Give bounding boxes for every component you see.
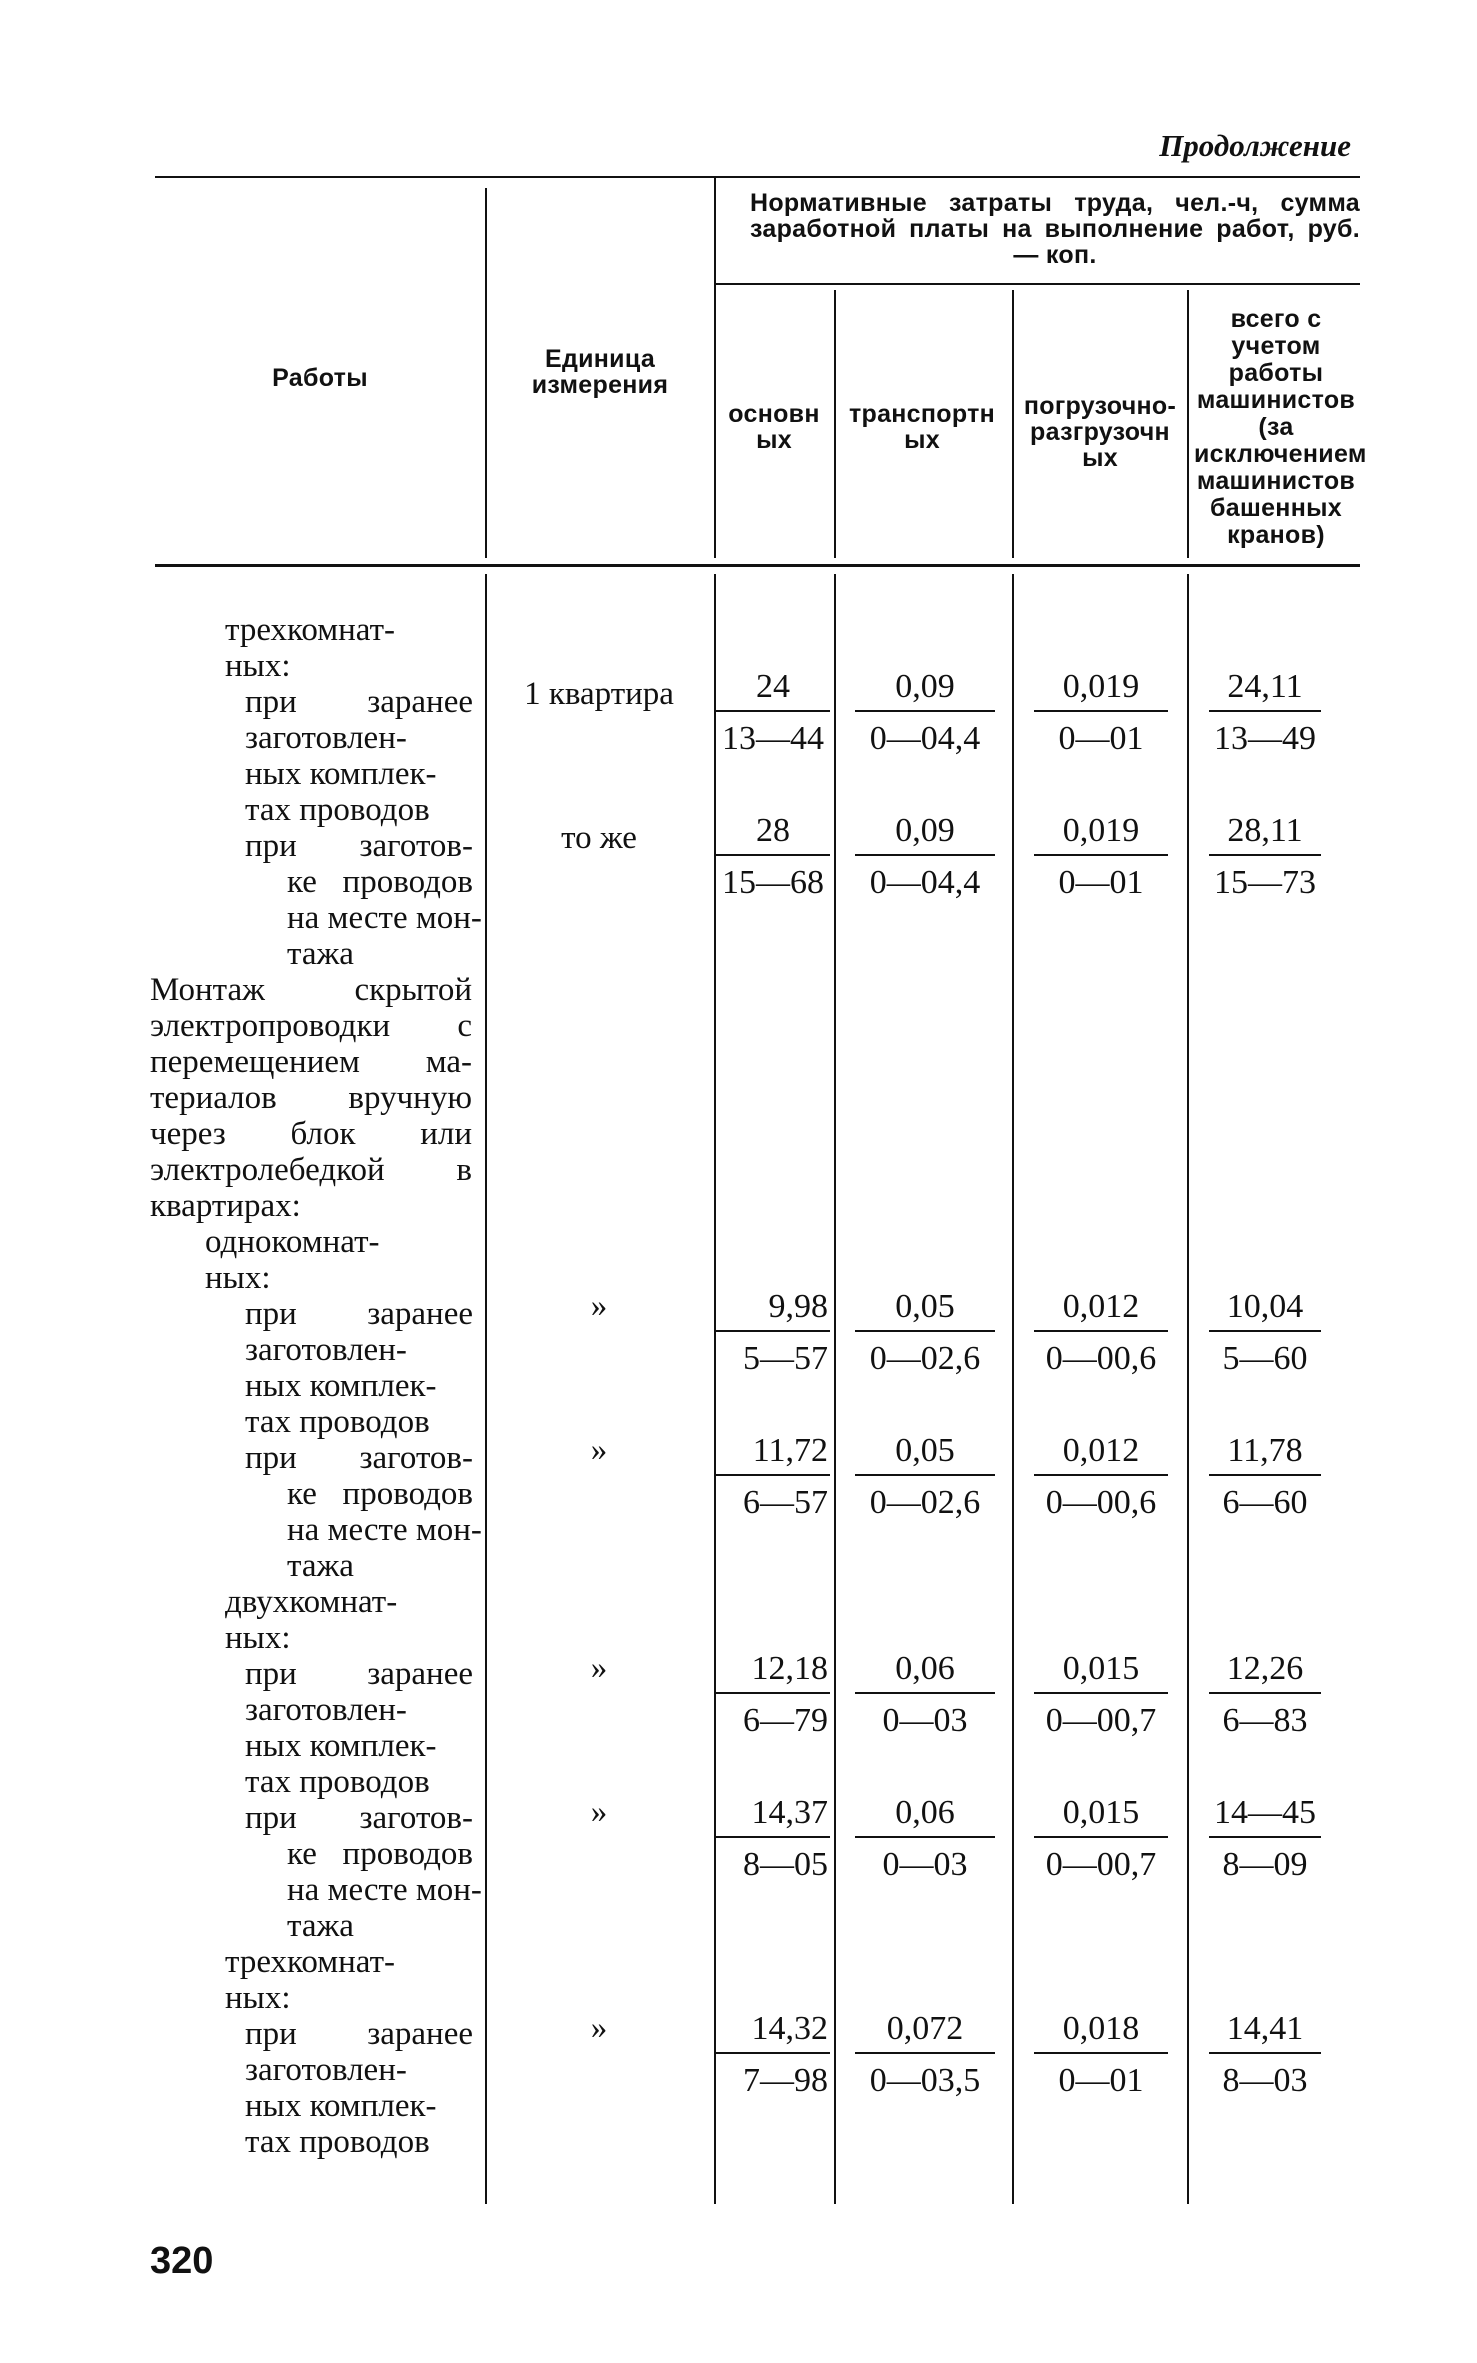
wage-amount: 0—00,6 bbox=[1045, 1484, 1157, 1521]
unit-cell: » bbox=[590, 1288, 608, 1324]
unit-cell: » bbox=[590, 1794, 608, 1830]
labor-hours: 0,072 bbox=[855, 2010, 995, 2054]
main-cost-cell bbox=[716, 1650, 830, 1740]
header-works: Работы bbox=[272, 364, 368, 392]
main-cost-cell bbox=[716, 812, 830, 902]
work-line: при заготов- bbox=[245, 1800, 473, 1836]
work-line: тажа bbox=[287, 936, 354, 972]
work-line: тах проводов bbox=[245, 792, 430, 828]
labor-hours: 0,05 bbox=[855, 1288, 995, 1332]
total-cost-cell bbox=[1209, 2010, 1321, 2100]
wage-amount: 6—60 bbox=[1222, 1484, 1308, 1521]
work-line: ке проводов bbox=[287, 1476, 473, 1512]
col-divider-transport-loading bbox=[1012, 574, 1014, 2204]
labor-hours: 14—45 bbox=[1209, 1794, 1321, 1838]
work-line: ных: bbox=[205, 1260, 271, 1296]
header-loading: погрузочно-разгрузочных bbox=[1023, 392, 1177, 472]
wage-amount: 8—05 bbox=[743, 1846, 828, 1883]
wage-amount: 0—03 bbox=[882, 1702, 968, 1739]
loading-cost-cell bbox=[1034, 1794, 1168, 1884]
labor-hours: 10,04 bbox=[1209, 1288, 1321, 1332]
table-top-rule bbox=[155, 176, 1360, 178]
labor-hours: 0,06 bbox=[855, 1650, 995, 1694]
loading-cost-cell bbox=[1034, 1432, 1168, 1522]
labor-hours: 0,015 bbox=[1034, 1650, 1168, 1694]
work-line: однокомнат- bbox=[205, 1224, 380, 1260]
labor-hours: 0,05 bbox=[855, 1432, 995, 1476]
wage-amount: 15—68 bbox=[722, 864, 824, 901]
labor-hours: 0,012 bbox=[1034, 1432, 1168, 1476]
work-line: на месте мон- bbox=[287, 900, 482, 936]
total-cost-cell bbox=[1209, 668, 1321, 758]
wage-amount: 6—57 bbox=[743, 1484, 828, 1521]
work-line: териалов вручную bbox=[150, 1080, 472, 1116]
header-unit: Единица измерения bbox=[531, 345, 669, 399]
transport-cost-cell bbox=[855, 812, 995, 902]
work-line: при заранее bbox=[245, 684, 473, 720]
wage-amount: 13—49 bbox=[1214, 720, 1316, 757]
labor-hours: 0,019 bbox=[1034, 668, 1168, 712]
work-line: двухкомнат- bbox=[225, 1584, 398, 1620]
work-line: заготовлен- bbox=[245, 2052, 407, 2088]
header-main: основных bbox=[728, 400, 820, 454]
unit-cell: » bbox=[590, 1432, 608, 1468]
work-line: ке проводов bbox=[287, 1836, 473, 1872]
col-divider-main-transport bbox=[834, 574, 836, 2204]
work-line: тах проводов bbox=[245, 1764, 430, 1800]
work-line: ных комплек- bbox=[245, 1728, 437, 1764]
wage-amount: 0—03 bbox=[882, 1846, 968, 1883]
work-line: заготовлен- bbox=[245, 720, 407, 756]
col-divider-loading-total bbox=[1187, 290, 1189, 558]
col-divider-work-unit bbox=[485, 188, 487, 558]
loading-cost-cell bbox=[1034, 1650, 1168, 1740]
work-line: тажа bbox=[287, 1908, 354, 1944]
work-line: при заранее bbox=[245, 1656, 473, 1692]
labor-hours: 9,98 bbox=[716, 1288, 830, 1332]
wage-amount: 5—57 bbox=[743, 1340, 828, 1377]
labor-hours: 24,11 bbox=[1209, 668, 1321, 712]
wage-amount: 0—00,7 bbox=[1045, 1702, 1157, 1739]
work-line: тах проводов bbox=[245, 1404, 430, 1440]
work-line: заготовлен- bbox=[245, 1332, 407, 1368]
col-divider-loading-total bbox=[1187, 574, 1189, 2204]
work-line: при заготов- bbox=[245, 828, 473, 864]
transport-cost-cell bbox=[855, 1432, 995, 1522]
col-divider-transport-loading bbox=[1012, 290, 1014, 558]
header-transport: транспортных bbox=[848, 400, 996, 454]
header-total: всего с учетом работы машинистов (за исключением машинистов башенных кранов) bbox=[1194, 305, 1367, 549]
work-line: электропроводки с bbox=[150, 1008, 472, 1044]
header-normative-costs: Нормативные затраты труда, чел.-ч, сумма заработной платы на выполнение работ, руб. — коп. bbox=[750, 189, 1360, 269]
transport-cost-cell bbox=[855, 2010, 995, 2100]
labor-hours: 24 bbox=[716, 668, 830, 712]
loading-cost-cell bbox=[1034, 668, 1168, 758]
labor-hours: 14,37 bbox=[716, 1794, 830, 1838]
work-line: через блок или bbox=[150, 1116, 472, 1152]
work-line: при заготов- bbox=[245, 1440, 473, 1476]
main-cost-cell bbox=[716, 1432, 830, 1522]
work-line: на месте мон- bbox=[287, 1872, 482, 1908]
wage-amount: 5—60 bbox=[1222, 1340, 1308, 1377]
wage-amount: 0—00,7 bbox=[1045, 1846, 1157, 1883]
work-line: заготовлен- bbox=[245, 1692, 407, 1728]
work-line: ных комплек- bbox=[245, 756, 437, 792]
continuation-label: Продолжение bbox=[1159, 128, 1351, 163]
work-line: квартирах: bbox=[150, 1188, 301, 1224]
transport-cost-cell bbox=[855, 668, 995, 758]
labor-hours: 0,09 bbox=[855, 812, 995, 856]
wage-amount: 6—83 bbox=[1222, 1702, 1308, 1739]
wage-amount: 13—44 bbox=[722, 720, 824, 757]
wage-amount: 0—03,5 bbox=[869, 2062, 981, 2099]
work-line: ных: bbox=[225, 1980, 291, 2016]
wage-amount: 6—79 bbox=[743, 1702, 828, 1739]
labor-hours: 28,11 bbox=[1209, 812, 1321, 856]
main-cost-cell bbox=[716, 2010, 830, 2100]
col-divider-work-unit bbox=[485, 574, 487, 2204]
group-header-rule bbox=[716, 283, 1360, 285]
wage-amount: 0—00,6 bbox=[1045, 1340, 1157, 1377]
wage-amount: 7—98 bbox=[743, 2062, 828, 2099]
work-line: Монтаж скрытой bbox=[150, 972, 472, 1008]
main-cost-cell bbox=[716, 1288, 830, 1378]
labor-hours: 0,09 bbox=[855, 668, 995, 712]
labor-hours: 14,41 bbox=[1209, 2010, 1321, 2054]
labor-hours: 12,26 bbox=[1209, 1650, 1321, 1694]
wage-amount: 8—03 bbox=[1222, 2062, 1308, 2099]
main-cost-cell bbox=[716, 1794, 830, 1884]
wage-amount: 0—02,6 bbox=[869, 1484, 981, 1521]
work-line: при заранее bbox=[245, 2016, 473, 2052]
wage-amount: 0—01 bbox=[1058, 2062, 1144, 2099]
work-line: перемещением ма- bbox=[150, 1044, 472, 1080]
transport-cost-cell bbox=[855, 1650, 995, 1740]
total-cost-cell bbox=[1209, 1650, 1321, 1740]
labor-hours: 0,015 bbox=[1034, 1794, 1168, 1838]
work-line: трехкомнат- bbox=[225, 1944, 396, 1980]
labor-hours: 11,78 bbox=[1209, 1432, 1321, 1476]
work-line: ке проводов bbox=[287, 864, 473, 900]
total-cost-cell bbox=[1209, 1432, 1321, 1522]
labor-hours: 0,018 bbox=[1034, 2010, 1168, 2054]
labor-hours: 0,06 bbox=[855, 1794, 995, 1838]
transport-cost-cell bbox=[855, 1288, 995, 1378]
labor-hours: 14,32 bbox=[716, 2010, 830, 2054]
total-cost-cell bbox=[1209, 812, 1321, 902]
labor-hours: 11,72 bbox=[716, 1432, 830, 1476]
work-line: ных: bbox=[225, 648, 291, 684]
work-line: при заранее bbox=[245, 1296, 473, 1332]
main-cost-cell bbox=[716, 668, 830, 758]
labor-hours: 12,18 bbox=[716, 1650, 830, 1694]
unit-cell: то же bbox=[561, 820, 637, 856]
unit-cell: » bbox=[590, 2010, 608, 2046]
unit-cell: 1 квартира bbox=[524, 676, 674, 712]
col-divider-main-transport bbox=[834, 290, 836, 558]
wage-amount: 0—04,4 bbox=[869, 720, 981, 757]
header-bottom-rule bbox=[155, 564, 1360, 567]
work-line: ных комплек- bbox=[245, 1368, 437, 1404]
labor-hours: 0,019 bbox=[1034, 812, 1168, 856]
col-divider-unit-main bbox=[714, 176, 716, 558]
work-line: электролебедкой в bbox=[150, 1152, 472, 1188]
work-line: ных: bbox=[225, 1620, 291, 1656]
page-number: 320 bbox=[150, 2240, 214, 2282]
loading-cost-cell bbox=[1034, 812, 1168, 902]
loading-cost-cell bbox=[1034, 1288, 1168, 1378]
unit-cell: » bbox=[590, 1650, 608, 1686]
wage-amount: 0—01 bbox=[1058, 864, 1144, 901]
loading-cost-cell bbox=[1034, 2010, 1168, 2100]
transport-cost-cell bbox=[855, 1794, 995, 1884]
total-cost-cell bbox=[1209, 1288, 1321, 1378]
wage-amount: 0—02,6 bbox=[869, 1340, 981, 1377]
labor-hours: 28 bbox=[716, 812, 830, 856]
work-line: тах проводов bbox=[245, 2124, 430, 2160]
work-line: на месте мон- bbox=[287, 1512, 482, 1548]
wage-amount: 8—09 bbox=[1222, 1846, 1308, 1883]
work-line: ных комплек- bbox=[245, 2088, 437, 2124]
work-line: трехкомнат- bbox=[225, 612, 396, 648]
labor-hours: 0,012 bbox=[1034, 1288, 1168, 1332]
total-cost-cell bbox=[1209, 1794, 1321, 1884]
wage-amount: 0—04,4 bbox=[869, 864, 981, 901]
wage-amount: 0—01 bbox=[1058, 720, 1144, 757]
work-line: тажа bbox=[287, 1548, 354, 1584]
wage-amount: 15—73 bbox=[1214, 864, 1316, 901]
